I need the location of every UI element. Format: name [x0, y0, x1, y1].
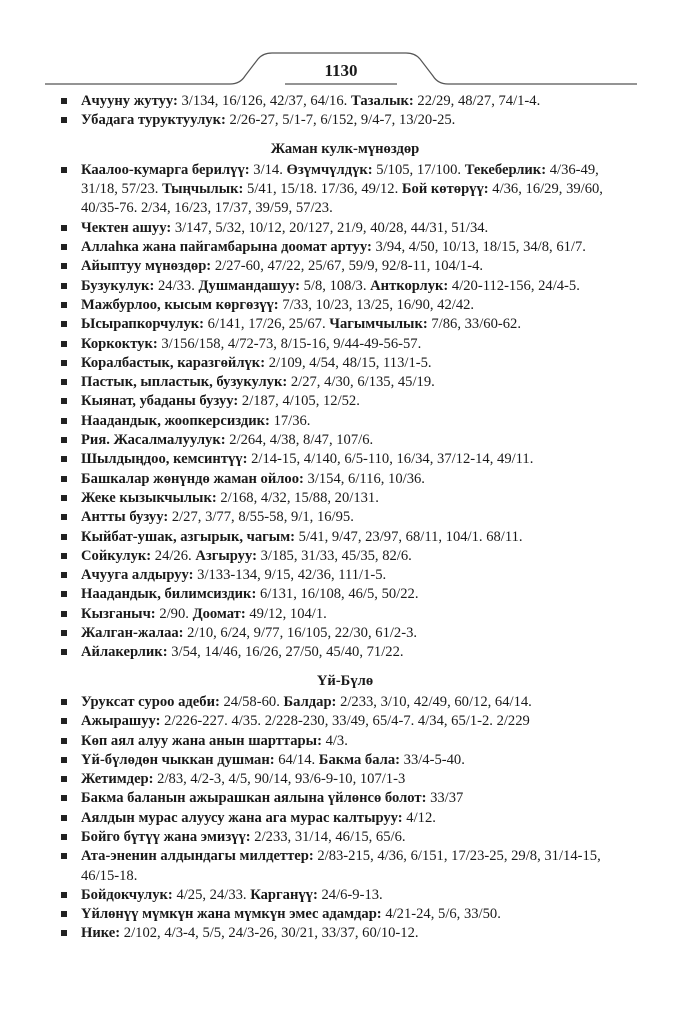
- entry-references: 5/105, 17/100.: [372, 161, 465, 178]
- entry-references: 3/156/158, 4/72-73, 8/15-16, 9/44-49-56-57.: [157, 335, 422, 352]
- entry-references: 24/58-60.: [219, 693, 284, 710]
- entry-references: 4/36, 16/29, 39/60, 40/35-76. 2/34, 16/23, 17/37, 39/59, 57/23.: [81, 181, 603, 217]
- entry-term: Тазалык:: [350, 93, 414, 109]
- entry-term: Кыянат, убаданы бузуу:: [81, 393, 239, 410]
- square-bullet-icon: [61, 117, 67, 123]
- entry-references: 2/168, 4/32, 15/88, 20/131.: [216, 489, 379, 506]
- entry-term: Азгыруу:: [195, 547, 257, 564]
- entry-term: Нике:: [81, 925, 121, 942]
- entry-term: Аллаһка жана пайгамбарына доомат артуу:: [81, 239, 372, 256]
- square-bullet-icon: [61, 321, 67, 327]
- entry-references: 2/27-60, 47/22, 25/67, 59/9, 92/8-11, 104/1-4.: [211, 258, 484, 275]
- entry-references: 3/185, 31/33, 45/35, 82/6.: [256, 547, 412, 564]
- index-entry: [60, 886, 630, 905]
- section-title: Жаман кулк-мүнөздөр: [270, 140, 420, 157]
- square-bullet-icon: [61, 476, 67, 482]
- square-bullet-icon: [61, 718, 67, 724]
- entry-term: Кыйбат-ушак, азгырык, чагым:: [81, 528, 295, 545]
- index-entry: [60, 789, 630, 808]
- index-entry: [60, 277, 630, 296]
- entry-term: Пастык, ыпластык, бузукулук:: [81, 374, 288, 391]
- index-entry: [60, 470, 630, 489]
- entry-term: Доомат:: [192, 605, 246, 622]
- square-bullet-icon: [61, 418, 67, 424]
- entry-references: 3/134, 16/126, 42/37, 64/16.: [177, 93, 351, 109]
- entry-references: 5/41, 15/18. 17/36, 49/12.: [243, 181, 402, 198]
- entry-term: Жалган-жалаа:: [81, 625, 184, 642]
- index-entry: [60, 624, 630, 643]
- square-bullet-icon: [61, 757, 67, 763]
- entry-references: 33/37: [426, 790, 464, 807]
- entry-references: 2/27, 4/30, 6/135, 45/19.: [287, 374, 435, 391]
- entry-term: Каалоо-кумарга берилүү:: [81, 161, 250, 178]
- entry-references: 4/20-112-156, 24/4-5.: [448, 277, 580, 294]
- square-bullet-icon: [61, 360, 67, 366]
- index-entry: [60, 335, 630, 354]
- entry-term: Наадандык, билимсиздик:: [81, 586, 257, 603]
- entry-term: Текеберлик:: [464, 161, 547, 178]
- entry-term: Айыптуу мүнөздөр:: [81, 258, 212, 275]
- section-title: Үй-Бүлө: [316, 672, 374, 689]
- entry-references: 24/26.: [151, 547, 196, 564]
- square-bullet-icon: [61, 853, 67, 859]
- square-bullet-icon: [61, 776, 67, 782]
- entry-references: 2/233, 31/14, 46/15, 65/6.: [250, 828, 406, 845]
- entry-references: 33/4-5-40.: [400, 751, 465, 768]
- entry-references: 22/29, 48/27, 74/1-4.: [413, 93, 541, 109]
- index-entry: [60, 528, 630, 547]
- index-entry: [60, 296, 630, 315]
- index-entry: [60, 547, 630, 566]
- index-entry: [60, 161, 630, 219]
- square-bullet-icon: [61, 495, 67, 501]
- entry-references: 4/3.: [321, 732, 348, 749]
- entry-references: 17/36.: [269, 412, 311, 429]
- entry-term: Анткорлук:: [370, 277, 449, 294]
- entry-term: Ысырапкорчулук:: [81, 316, 205, 333]
- entry-term: Үй-бүлөдөн чыккан душман:: [81, 751, 275, 768]
- entry-references: 2/226-227. 4/35. 2/228-230, 33/49, 65/4-7. 4/34, 65/1-2. 2/229: [160, 713, 530, 730]
- square-bullet-icon: [61, 795, 67, 801]
- entry-term: Жеке кызыкчылык:: [81, 489, 217, 506]
- index-entry: [60, 585, 630, 604]
- square-bullet-icon: [61, 263, 67, 269]
- entry-references: 2/264, 4/38, 8/47, 107/6.: [225, 432, 374, 449]
- entry-term: Коралбастык, каразгөйлүк:: [81, 354, 266, 371]
- index-entry: [60, 354, 630, 373]
- entry-term: Мажбурлоо, кысым көргөзүү:: [81, 296, 279, 313]
- index-entry: [60, 257, 630, 276]
- entry-term: Сойкулук:: [81, 547, 152, 564]
- index-entry: [60, 605, 630, 624]
- index-entry: [60, 847, 630, 886]
- entry-references: 4/21-24, 5/6, 33/50.: [381, 906, 501, 923]
- entry-term: Душмандашуу:: [198, 277, 300, 294]
- entry-references: 6/141, 17/26, 25/67.: [204, 316, 330, 333]
- entry-term: Аялдын мурас алуусу жана ага мурас калтыруу:: [81, 809, 403, 826]
- entry-term: Чектен ашуу:: [81, 219, 172, 236]
- entry-references: 4/36-49, 31/18, 57/23.: [81, 161, 599, 198]
- entry-references: 2/14-15, 4/140, 6/5-110, 16/34, 37/12-14, 49/11.: [247, 451, 534, 468]
- entry-term: Бойдокчулук:: [81, 886, 173, 903]
- entry-term: Өзүмчүлдүк:: [286, 161, 373, 178]
- index-entry: [60, 770, 630, 789]
- entry-term: Ачууну жутуу:: [81, 93, 178, 109]
- index-entry: [60, 693, 630, 712]
- square-bullet-icon: [61, 591, 67, 597]
- entry-references: 4/25, 24/33.: [172, 886, 251, 903]
- page-header: [0, 0, 682, 90]
- square-bullet-icon: [61, 98, 67, 104]
- square-bullet-icon: [61, 815, 67, 821]
- index-entry: [60, 431, 630, 450]
- entry-term: Шылдыңдоо, кемсинтүү:: [81, 451, 248, 468]
- index-entry: [60, 92, 630, 111]
- entry-references: 24/6-9-13.: [317, 886, 383, 903]
- entry-term: Тыңчылык:: [162, 181, 244, 198]
- entry-references: 5/8, 108/3.: [299, 277, 371, 294]
- square-bullet-icon: [61, 611, 67, 617]
- index-entry: [60, 315, 630, 334]
- entry-references: 3/94, 4/50, 10/13, 18/15, 34/8, 61/7.: [371, 239, 586, 256]
- square-bullet-icon: [61, 437, 67, 443]
- entry-references: 2/233, 3/10, 42/49, 60/12, 64/14.: [336, 693, 532, 710]
- index-entry: [60, 732, 630, 751]
- entry-references: 2/83-215, 4/36, 6/151, 17/23-25, 29/8, 31/14-15, 46/15-18.: [81, 848, 601, 884]
- entry-references: 24/33.: [154, 277, 199, 294]
- entry-references: 2/102, 4/3-4, 5/5, 24/3-26, 30/21, 33/37, 60/10-12.: [120, 925, 419, 942]
- index-entry: [60, 905, 630, 924]
- entry-term: Чагымчылык:: [329, 316, 428, 333]
- square-bullet-icon: [61, 738, 67, 744]
- entry-term: Жетимдер:: [81, 771, 154, 788]
- index-entry: [60, 508, 630, 527]
- entry-references: 3/133-134, 9/15, 42/36, 111/1-5.: [193, 567, 387, 584]
- entry-term: Уруксат суроо адеби:: [81, 693, 220, 710]
- entry-references: 5/41, 9/47, 23/97, 68/11, 104/1. 68/11.: [295, 528, 523, 545]
- index-entry: [60, 751, 630, 770]
- page-number: 1130: [324, 61, 358, 80]
- entry-term: Көп аял алуу жана анын шарттары:: [81, 732, 322, 749]
- index-entry: [60, 111, 630, 130]
- square-bullet-icon: [61, 930, 67, 936]
- entry-term: Ата-эненин алдындагы милдеттер:: [81, 848, 314, 865]
- square-bullet-icon: [61, 630, 67, 636]
- square-bullet-icon: [61, 649, 67, 655]
- entry-references: 7/33, 10/23, 13/25, 16/90, 42/42.: [278, 296, 475, 313]
- index-entry: [60, 392, 630, 411]
- entry-term: Антты бузуу:: [81, 509, 169, 526]
- entry-term: Коркоктук:: [81, 335, 158, 352]
- index-entry: [60, 219, 630, 238]
- entry-references: 2/109, 4/54, 48/15, 113/1-5.: [265, 354, 432, 371]
- entry-term: Бойго бүтүү жана эмизүү:: [81, 828, 251, 845]
- entry-references: 2/27, 3/77, 8/55-58, 9/1, 16/95.: [168, 509, 354, 526]
- entry-term: Бакма бала:: [318, 751, 401, 768]
- entry-term: Карганүү:: [250, 886, 318, 903]
- entry-references: 7/86, 33/60-62.: [427, 316, 521, 333]
- index-entry: [60, 643, 630, 662]
- square-bullet-icon: [61, 514, 67, 520]
- square-bullet-icon: [61, 341, 67, 347]
- index-entry: [60, 712, 630, 731]
- entry-references: 2/90.: [155, 605, 193, 622]
- entry-term: Бакма баланын ажырашкан аялына үйлөнсө болот:: [81, 790, 427, 807]
- square-bullet-icon: [61, 834, 67, 840]
- entry-term: Кызганыч:: [81, 605, 156, 622]
- square-bullet-icon: [61, 572, 67, 578]
- entry-term: Ачууга алдыруу:: [81, 567, 194, 584]
- entry-references: 64/14.: [274, 751, 319, 768]
- index-entry: [60, 828, 630, 847]
- square-bullet-icon: [61, 244, 67, 250]
- square-bullet-icon: [61, 699, 67, 705]
- entry-term: Бой көтөрүү:: [401, 181, 489, 198]
- square-bullet-icon: [61, 379, 67, 385]
- entry-references: 2/187, 4/105, 12/52.: [238, 393, 360, 410]
- index-entry: [60, 489, 630, 508]
- entry-references: 6/131, 16/108, 46/5, 50/22.: [256, 586, 419, 603]
- index-entry: [60, 373, 630, 392]
- entry-references: 4/12.: [402, 809, 436, 826]
- entry-term: Башкалар жөнүндө жаман ойлоо:: [81, 470, 304, 487]
- square-bullet-icon: [61, 553, 67, 559]
- entry-references: 2/10, 6/24, 9/77, 16/105, 22/30, 61/2-3.: [183, 625, 418, 642]
- square-bullet-icon: [61, 225, 67, 231]
- index-entry: [60, 238, 630, 257]
- square-bullet-icon: [61, 456, 67, 462]
- entry-term: Балдар:: [283, 693, 337, 710]
- square-bullet-icon: [61, 167, 67, 173]
- entry-references: 3/14.: [249, 161, 287, 178]
- entry-references: 2/26-27, 5/1-7, 6/152, 9/4-7, 13/20-25.: [225, 112, 456, 129]
- entry-term: Убадага туруктуулук:: [81, 112, 226, 129]
- index-entry: [60, 809, 630, 828]
- entry-references: 3/147, 5/32, 10/12, 20/127, 21/9, 40/28, 44/31, 51/34.: [171, 219, 489, 236]
- entry-term: Үйлөнүү мүмкүн жана мүмкүн эмес адамдар:: [81, 906, 382, 923]
- entry-references: 2/83, 4/2-3, 4/5, 90/14, 93/6-9-10, 107/1-3: [153, 771, 406, 788]
- square-bullet-icon: [61, 302, 67, 308]
- entry-references: 49/12, 104/1.: [245, 605, 327, 622]
- index-entry: [60, 450, 630, 469]
- entry-references: 3/54, 14/46, 16/26, 27/50, 45/40, 71/22.: [167, 644, 404, 661]
- entry-term: Айлакерлик:: [81, 644, 168, 661]
- entry-term: Бузукулук:: [81, 277, 155, 294]
- square-bullet-icon: [61, 534, 67, 540]
- square-bullet-icon: [61, 892, 67, 898]
- square-bullet-icon: [61, 911, 67, 917]
- entry-references: 3/154, 6/116, 10/36.: [303, 470, 425, 487]
- index-entry: [60, 924, 630, 943]
- square-bullet-icon: [61, 283, 67, 289]
- entry-term: Наадандык, жоопкерсиздик:: [81, 412, 270, 429]
- entry-term: Рия. Жасалмалуулук:: [81, 432, 226, 449]
- square-bullet-icon: [61, 398, 67, 404]
- index-entry: [60, 412, 630, 431]
- index-content: [60, 92, 630, 944]
- index-entry: [60, 566, 630, 585]
- entry-term: Ажырашуу:: [81, 713, 161, 730]
